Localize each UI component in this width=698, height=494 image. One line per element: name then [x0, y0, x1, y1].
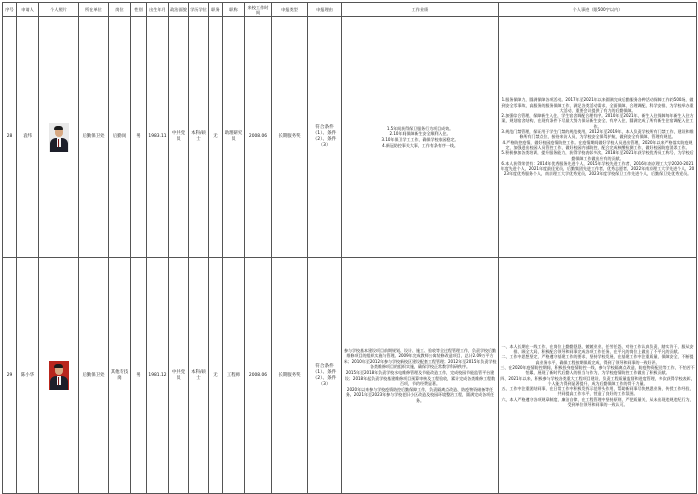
deed-paragraph: 四、2021年以来，积极参与学校各类重大工程项目建设，负责工程质量监督和进度管理，多次获得学校表彰，个人能力得到显著提升，成为后勤保障工作的骨干力量。	[500, 375, 695, 386]
deed-paragraph: 2.加强综合管理，保障新生入住，学生宿舍调配合理有序。2010年至2021年，新生入住保障每年新生入住方案，规划宿舍结构，在现有条件下尽最大努力保证新生安全、有序入住，圆满完成了所有新生住宿调配入住工作。	[501, 113, 694, 129]
row-gender: 男	[131, 17, 147, 258]
row-name: 袁纬	[17, 17, 39, 258]
row-type: 长期服务奖	[272, 17, 308, 258]
row-title: 工程师	[223, 258, 245, 494]
deed-paragraph: 1.服务保障力，圆满保障各项活动。2017年至2021年以来圆满完成后勤服务各种活动保障工作约500场，做到安全零事故、高服务的服务保障工作，满足各类活动需求，全面保障、合理调配、科学安排，为学校举办重大活动、重要会议提供了有力的后勤保障。	[501, 97, 694, 113]
applicant-photo	[49, 361, 69, 390]
header-party: 政治面貌	[169, 3, 189, 17]
deed-paragraph: 3.规范门禁管理，保证用于学生门禁的规范使用，2012年至2019年，本人负责学校所有门禁工作，建设和维修所有门禁点位，接待来访人员，为学校安全保驾护航，做到安全有保障、管理有规范。	[501, 129, 694, 140]
row-post: 其他专技岗	[109, 258, 131, 494]
row-birth: 1981.12	[147, 258, 169, 494]
header-duty: 职务	[209, 3, 223, 17]
row-gender: 男	[131, 258, 147, 494]
header-title: 职称	[223, 3, 245, 17]
deed-paragraph: 4.严格防控疫情，做好校园疫情防控工作。在疫情期间做好学校人员进出管理，2020年以来严格落实防疫规定，加强进出校园人员管控工作，做好校园内部防控，配合完成核酸检测工作，做好校园防疫消杀工作。	[502, 139, 693, 150]
deed-paragraph: 6.本人获得荣誉有：2014年优秀服务先进个人，2015年学校先进工作者，2016年南京理工大学2020-2021年度先进个人，2021年度最佳党员，后勤集团先进工作者，优秀志愿者，2022年南京理工大学先进个人，2023年度优秀服务个人，南京理工大学优秀党员，2023年度学校保卫工作先进个人，后勤保卫处优秀党员。	[500, 160, 695, 177]
header-degree: 学历学位	[189, 3, 209, 17]
header-type: 申报类型	[272, 3, 308, 17]
work-line: 3.10年保卫学工工作，确保学校家园稳定。	[381, 137, 459, 142]
applicant-photo	[49, 123, 69, 152]
work-line: 2015年至2018年负责学校水电维修管理及节能改造工作，完成校园节能监管平台建设；2018年起负责学校基建维修项目预算审核及工程验收，累计完成各类维修工程数百项，节约经费显著。	[344, 369, 496, 387]
row-deeds	[499, 17, 697, 258]
row-title: 助理研究员	[223, 17, 245, 258]
row-work	[342, 17, 499, 258]
row-work	[342, 258, 499, 494]
row-party: 中共党员	[169, 258, 189, 494]
row-degree: 本科/硕士	[189, 258, 209, 494]
row-duty: 无	[209, 258, 223, 494]
work-line: 2.10年间保障新生安全顺利入住。	[389, 131, 451, 137]
work-line: 2020年以来参与学校疫情防控后勤保障工作，负责隔离点改造、防疫物资储备等任务。2021年至2023年参与学校老旧小区改造及校园环境整治工程，圆满完成各项任务。	[345, 386, 495, 403]
row-photo-cell	[39, 258, 79, 494]
row-index: 29	[3, 258, 17, 494]
header-gender: 性别	[131, 3, 147, 17]
header-unit: 所在单位	[79, 3, 109, 17]
header-start: 来校工作时间	[245, 3, 272, 17]
awards-table	[2, 2, 697, 494]
row-unit: 后勤保卫处	[79, 258, 109, 494]
work-line: 1.5年间获得保卫服务行为项目成效。	[386, 125, 454, 131]
work-line: 参与学校基本建设项目前期规划、设计、施工、验收等全过程管理工作，负责学校后勤维修项目的组织实施与管理。2009年完成教师公寓装修改造项目，总计2.09万平方米；2010年至2012年参与学校新校区建设配套工程管理；2012年至2015年负责学校各类维修项目的组织实施，确保学校正常教学科研秩序。	[343, 347, 497, 370]
table-row	[3, 17, 697, 258]
row-index: 28	[3, 17, 17, 258]
table-row	[3, 258, 697, 494]
row-unit: 后勤保卫处	[79, 17, 109, 258]
header-birth: 出生年月	[147, 3, 169, 17]
row-reason: 符合条件（1）、条件（2）、条件（3）	[308, 17, 342, 258]
header-photo: 个人照片	[39, 3, 79, 17]
header-index: 序号	[3, 3, 17, 17]
deed-paragraph: 六、本人严格遵守各项规章制度，廉洁自律，在工程管理中坚持原则，严把质量关，从未出现违规违纪行为，受到单位领导和同事的一致认可。	[501, 396, 694, 407]
deed-paragraph: 五、工作中注重团结同事，在日常工作中积极发挥示范带头作用，帮助新同事尽快熟悉业务，传授工作经验，共同提高工作水平，营造了良好的工作氛围。	[501, 386, 694, 397]
deed-paragraph: 5.积极参加各类培训，提升服务能力，获得学校表彰多次，2018年至2021年获学校优秀员工称号，为学校后勤保障工作做出应有的贡献。	[501, 150, 694, 161]
row-deeds	[499, 258, 697, 494]
row-photo-cell	[39, 17, 79, 258]
header-deeds: 个人事迹（限500字以内）	[499, 3, 697, 17]
header-applicant: 申请人	[17, 3, 39, 17]
row-party: 中共党员	[169, 17, 189, 258]
header-row	[3, 3, 697, 17]
row-birth: 1983.11	[147, 17, 169, 258]
header-reason: 申报理由	[308, 3, 342, 17]
deed-paragraph: 三、在2020年疫情防控期间，积极投身疫情防控一线，参与学校隔离点改造、防疫物资配送等工作，不怕苦不怕累，展现了新时代后勤人的担当与作为，为学校疫情防控工作做出了积极贡献。	[500, 364, 695, 376]
row-duty: 无	[209, 17, 223, 258]
row-type: 长期服务奖	[272, 258, 308, 494]
row-post: 后勤岗	[109, 17, 131, 258]
header-work: 工作业绩	[342, 3, 499, 17]
row-degree: 本科/硕士	[189, 17, 209, 258]
row-reason: 符合条件（1）、条件（2）、条件（3）	[308, 258, 342, 494]
row-start: 2008.06	[245, 258, 272, 494]
deed-paragraph: 一、本人长期在一线工作，在岗位上勤勤恳恳，兢兢业业，任劳任怨，对待工作认真负责，踏实肯干，服从安排，顾全大局，积极配合领导和同事完成各项工作任务，在平凡的岗位上做出了不平凡的贡献。	[501, 343, 694, 355]
header-post: 岗位	[109, 3, 131, 17]
row-start: 2008.06	[245, 17, 272, 258]
row-name: 陈小华	[17, 258, 39, 494]
deed-paragraph: 二、工作中思想坚定，严格遵守基建工作的要求，坚持学校发展，在基建工作中注重质量，保障安全，不断提高业务水平，确保工程按期保质完成，得到了领导和同事的一致好评。	[501, 354, 694, 365]
work-line: 4.新冠防控事关大事，工作有条有序一线。	[382, 142, 458, 148]
